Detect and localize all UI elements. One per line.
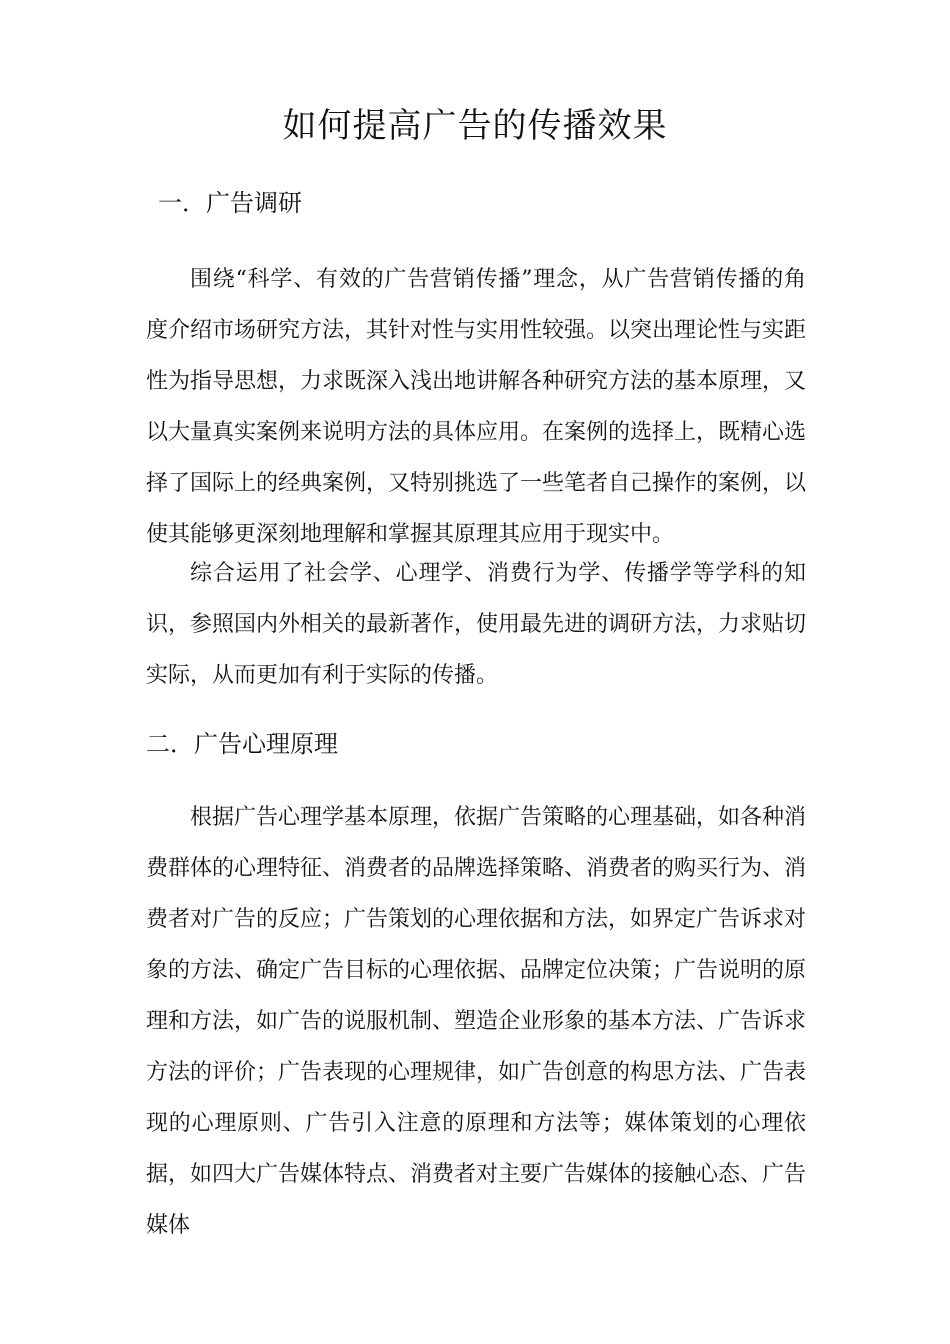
psychology-paragraph-1: 根据广告心理学基本原理，依据广告策略的心理基础，如各种消费群体的心理特征、消费者的品牌选择策略、消费者的购买行为、消费者对广告的反应；广告策划的心理依据和方法，如界定广告诉求对象的方法、确定广告目标的心理依据、品牌定位决策；广告说明的原理和方法，如广告的说服机制、塑造企业形象的基本方法、广告诉求方法的评价；广告表现的心理规律，如广告创意的构思方法、广告表现的心理原则、广告引入注意的原理和方法等；媒体策划的心理依据，如四大广告媒体特点、消费者对主要广告媒体的接触心态、广告媒体 (146, 805, 807, 1238)
research-paragraph-1: 围绕“科学、有效的广告营销传播”理念，从广告营销传播的角度介绍市场研究方法，其针对性与实用性较强。以突出理论性与实距性为指导思想，力求既深入浅出地讲解各种研究方法的基本原理，又以大量真实案例来说明方法的具体应用。在案例的选择上，既精心选择了国际上的经典案例，又特别挑选了一些笔者自己操作的案例，以使其能够更深刻地理解和掌握其原理其应用于现实中。 (146, 267, 807, 547)
section-heading-research: 一．广告调研 (158, 189, 302, 217)
section-heading-psychology: 二．广告心理原理 (146, 730, 338, 758)
research-paragraph-2: 综合运用了社会学、心理学、消费行为学、传播学等学科的知识，参照国内外相关的最新著作，使用最先进的调研方法，力求贴切实际，从而更加有利于实际的传播。 (146, 561, 807, 688)
document-title: 如何提高广告的传播效果 (282, 106, 668, 146)
